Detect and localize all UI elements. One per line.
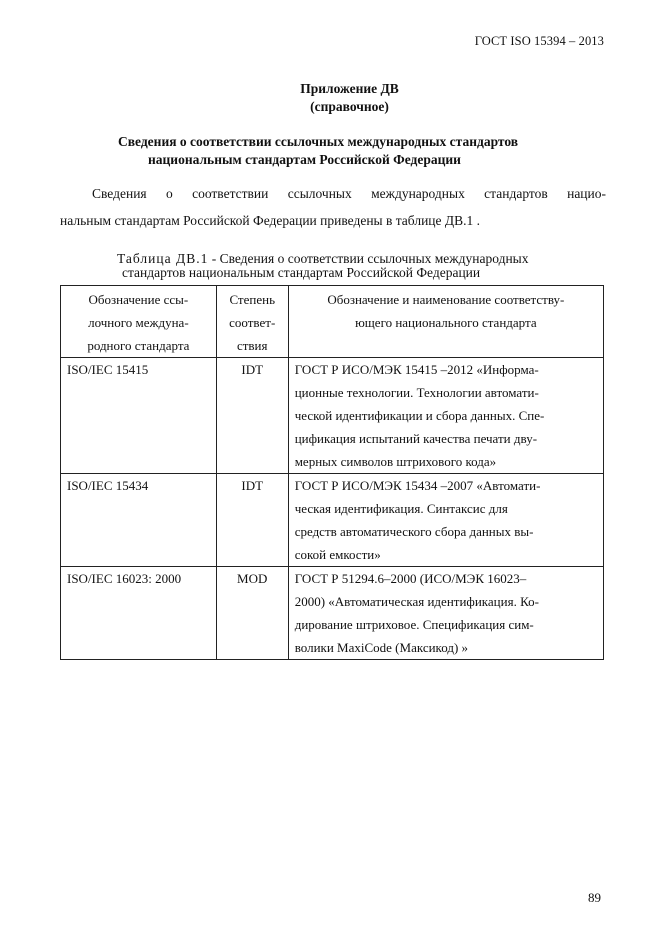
- table-caption-line-2: стандартов национальным стандартам Российской Федерации: [122, 265, 481, 280]
- appendix-title: Приложение ДВ: [300, 81, 399, 96]
- table-row: [61, 567, 604, 660]
- cell-national-standard: ГОСТ Р 51294.6–2000 (ИСО/МЭК 16023– 2000) «Автоматическая идентификация. Ко- дирование штриховое. Спецификация сим- волики MaxiCode (Максикод) »: [288, 567, 603, 660]
- header-degree: Степень соответ- ствия: [216, 286, 288, 358]
- table-row: [61, 358, 604, 474]
- table-caption-label: Таблица ДВ.1: [117, 251, 209, 266]
- table-row: [61, 474, 604, 567]
- appendix-subtitle: (справочное): [310, 99, 389, 114]
- body-paragraph-line-1: Сведения о соответствии ссылочных международных стандартов нацио-: [92, 186, 606, 201]
- section-title-line-2: национальным стандартам Российской Федерации: [148, 152, 461, 167]
- header-national-standard: Обозначение и наименование соответству- ющего национального стандарта: [288, 286, 603, 358]
- section-title-line-1: Сведения о соответствии ссылочных международных стандартов: [118, 134, 519, 149]
- header-intl-standard: Обозначение ссы- лочного междуна- родного стандарта: [61, 286, 217, 358]
- standards-correspondence-table: [60, 285, 604, 660]
- table-header-row: [61, 286, 604, 358]
- table-caption-text: - Сведения о соответствии ссылочных международных: [208, 251, 529, 266]
- cell-intl-standard: ISO/IEC 15415: [61, 358, 217, 474]
- table-caption-line-1: [117, 252, 529, 266]
- cell-national-standard: ГОСТ Р ИСО/МЭК 15434 –2007 «Автомати- ческая идентификация. Синтаксис для средств автоматического сбора данных вы- сокой емкости»: [288, 474, 603, 567]
- document-code-header: ГОСТ ISO 15394 – 2013: [474, 34, 604, 48]
- cell-intl-standard: ISO/IEC 15434: [61, 474, 217, 567]
- cell-national-standard: ГОСТ Р ИСО/МЭК 15415 –2012 «Информа- ционные технологии. Технологии автомати- ческой идентификации и сбора данных. Спе- цификация испытаний качества печати дву- мерных символов штрихового кода»: [288, 358, 603, 474]
- cell-degree: IDT: [216, 474, 288, 567]
- section-heading: [0, 133, 661, 169]
- cell-degree: IDT: [216, 358, 288, 474]
- page-number: 89: [588, 890, 601, 905]
- cell-degree: MOD: [216, 567, 288, 660]
- body-paragraph-line-2: нальным стандартам Российской Федерации приведены в таблице ДВ.1 .: [60, 213, 480, 228]
- cell-intl-standard: ISO/IEC 16023: 2000: [61, 567, 217, 660]
- appendix-heading: [0, 80, 661, 116]
